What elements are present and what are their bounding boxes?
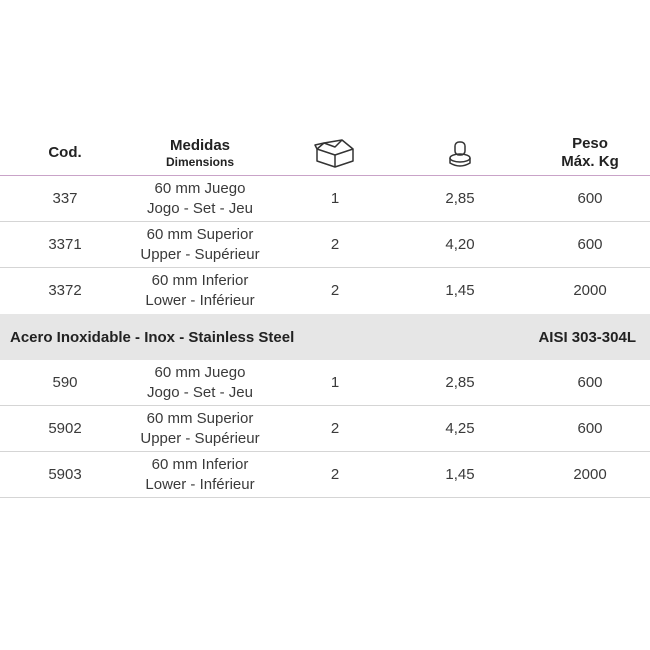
table-row bbox=[0, 406, 650, 452]
header-weight bbox=[425, 130, 495, 176]
weight-icon bbox=[447, 138, 473, 168]
header-cod bbox=[20, 130, 110, 176]
cell-medidas bbox=[100, 452, 300, 498]
cell-cod: 3372 bbox=[48, 282, 82, 299]
cell-weight: 4,20 bbox=[445, 236, 475, 253]
cell-medidas-line2: Upper - Supérieur bbox=[140, 430, 260, 447]
box-icon bbox=[314, 138, 356, 168]
cell-weight: 1,45 bbox=[445, 466, 475, 483]
header-dimensions-label: Dimensions bbox=[165, 155, 234, 169]
header-peso-line2: Máx. Kg bbox=[561, 153, 619, 170]
header-peso-line1: Peso bbox=[572, 135, 608, 152]
cell-cod: 337 bbox=[52, 190, 78, 207]
cell-medidas bbox=[100, 176, 300, 222]
cell-peso: 600 bbox=[577, 236, 603, 253]
section-material-label: Acero Inoxidable - Inox - Stainless Steel bbox=[10, 328, 295, 346]
cell-medidas-line1: 60 mm Juego bbox=[154, 180, 246, 197]
header-medidas bbox=[125, 130, 275, 176]
table-row bbox=[0, 452, 650, 498]
cell-quantity: 1 bbox=[330, 374, 340, 391]
table-header bbox=[0, 130, 650, 176]
product-table bbox=[0, 130, 650, 498]
cell-medidas-line2: Lower - Inférieur bbox=[145, 292, 255, 309]
cell-cod: 5903 bbox=[48, 466, 82, 483]
cell-medidas-line1: 60 mm Superior bbox=[146, 226, 254, 243]
cell-medidas bbox=[100, 222, 300, 268]
cell-quantity: 2 bbox=[330, 466, 340, 483]
cell-weight: 2,85 bbox=[445, 374, 475, 391]
header-peso bbox=[530, 130, 650, 176]
material-section-band bbox=[0, 314, 650, 360]
cell-medidas-line2: Lower - Inférieur bbox=[145, 476, 255, 493]
cell-medidas-line1: 60 mm Juego bbox=[154, 364, 246, 381]
cell-medidas-line1: 60 mm Inferior bbox=[151, 456, 249, 473]
table-row bbox=[0, 360, 650, 406]
cell-weight: 1,45 bbox=[445, 282, 475, 299]
cell-cod: 590 bbox=[52, 374, 78, 391]
cell-medidas-line2: Jogo - Set - Jeu bbox=[147, 200, 253, 217]
table-row bbox=[0, 176, 650, 222]
cell-peso: 600 bbox=[577, 190, 603, 207]
cell-peso: 600 bbox=[577, 420, 603, 437]
table-row bbox=[0, 222, 650, 268]
cell-medidas bbox=[100, 406, 300, 452]
cell-medidas bbox=[100, 268, 300, 314]
cell-quantity: 2 bbox=[330, 282, 340, 299]
cell-cod: 5902 bbox=[48, 420, 82, 437]
cell-peso: 2000 bbox=[573, 466, 607, 483]
header-quantity bbox=[300, 130, 370, 176]
header-cod-label: Cod. bbox=[48, 144, 82, 161]
cell-quantity: 2 bbox=[330, 420, 340, 437]
cell-peso: 600 bbox=[577, 374, 603, 391]
cell-weight: 2,85 bbox=[445, 190, 475, 207]
cell-quantity: 1 bbox=[330, 190, 340, 207]
cell-medidas-line2: Upper - Supérieur bbox=[140, 246, 260, 263]
cell-medidas-line1: 60 mm Inferior bbox=[151, 272, 249, 289]
header-medidas-label: Medidas bbox=[169, 137, 230, 154]
cell-medidas-line2: Jogo - Set - Jeu bbox=[147, 384, 253, 401]
cell-peso: 2000 bbox=[573, 282, 607, 299]
cell-quantity: 2 bbox=[330, 236, 340, 253]
table-row bbox=[0, 268, 650, 314]
cell-cod: 3371 bbox=[48, 236, 82, 253]
cell-medidas bbox=[100, 360, 300, 406]
cell-medidas-line1: 60 mm Superior bbox=[146, 410, 254, 427]
cell-weight: 4,25 bbox=[445, 420, 475, 437]
section-aisi-label: AISI 303-304L bbox=[538, 328, 636, 346]
